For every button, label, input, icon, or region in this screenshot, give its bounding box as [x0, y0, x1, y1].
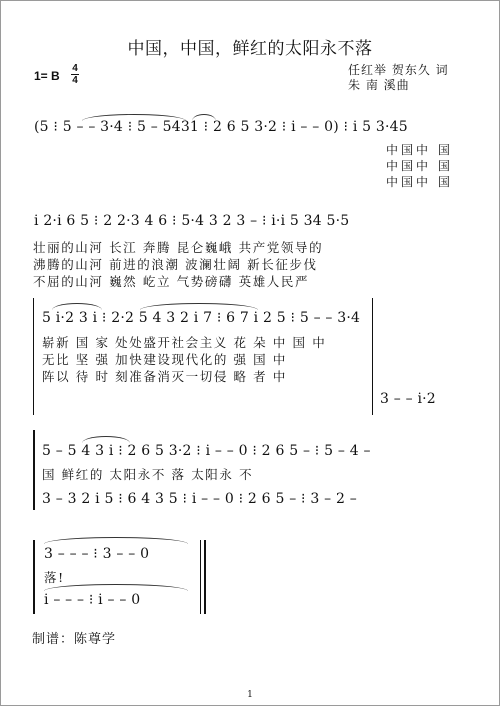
system3-lyric-1: 崭新 国 家 处处盛开社会主义 花 朵 中 国 中: [42, 335, 327, 350]
system2-notes: i 2·i 6 5 ⁝ 2 2·3 4 6 ⁝ 5·4 3 2 3 – ⁝ i·i 5 34 5·5: [34, 213, 350, 229]
system1-notes: (5 ⁝ 5 – – 3·4 ⁝ 5 – 5431 ⁝ 2 6 5 3·2 ⁝ i – – 0) ⁝ i 5 3·45: [34, 119, 408, 135]
system2-lyric-3: 不屈的山河 巍然 屹立 气势磅礴 英雄人民严: [33, 274, 310, 289]
system3-brace-barline: [372, 298, 373, 415]
system3-notes: 5 i·2 3 i ⁝ 2·2 5 4 3 2 i 7 ⁝ 6 7 i 2 5 ⁝ 5 – – 3·4: [42, 310, 361, 326]
system5-upper-notes: 3 – – – ⁝ 3 – – 0: [44, 546, 150, 562]
system3-lyric-2: 无比 坚 强 加快建设现代化的 强 国 中: [42, 352, 287, 367]
transcriber-credit: 制谱：陈尊学: [32, 632, 117, 647]
system5-left-barline: [33, 540, 35, 614]
system4-left-barline: [33, 430, 35, 510]
key-signature: 1= B: [34, 69, 60, 83]
system2-lyric-1: 壮丽的山河 长江 奔腾 昆仑巍峨 共产党领导的: [33, 240, 324, 255]
page-number: 1: [247, 690, 253, 700]
time-signature: [69, 64, 81, 85]
system3-left-barline: [33, 298, 34, 415]
song-title: 中国，中国，鲜红的太阳永不落: [127, 39, 373, 59]
time-signature-bottom: 4: [72, 75, 78, 86]
system4-lyrics: 国 鲜红的 太阳永不 落 太阳永 不: [42, 467, 254, 482]
system1-lyric-2: 中国中 国: [386, 159, 453, 173]
system1-lyric-1: 中国中 国: [386, 143, 453, 157]
system3-lyric-3: 阵以 待 时 刻准备消灭一切侵 略 者 中: [42, 369, 287, 384]
time-signature-top: 4: [72, 63, 78, 74]
system1-lyric-3: 中国中 国: [386, 175, 453, 189]
system2-lyric-2: 沸腾的山河 前进的浪潮 波澜壮阔 新长征步伐: [33, 257, 318, 272]
system4-upper-notes: 5 – 5 4 3 i ⁝ 2 6 5 3·2 ⁝ i – – 0 ⁝ 2 6 5 – ⁝ 5 – 4 –: [42, 443, 371, 459]
system5-lower-notes: i – – – ⁝ i – – 0: [44, 592, 141, 608]
system5-lyrics: 落!: [44, 570, 65, 585]
system5-final-barline-thin: [200, 540, 201, 614]
lyricist-credit: 任红举 贺东久 词: [348, 63, 449, 77]
system3-lower-notes: 3 – – i·2: [380, 391, 436, 407]
composer-credit: 朱 南 溪曲: [348, 78, 410, 92]
system4-lower-notes: 3 – 3 2 i 5 ⁝ 6 4 3 5 ⁝ i – – 0 ⁝ 2 6 5 – ⁝ 3 – 2 –: [42, 491, 357, 507]
system5-final-barline-thick: [204, 540, 206, 614]
